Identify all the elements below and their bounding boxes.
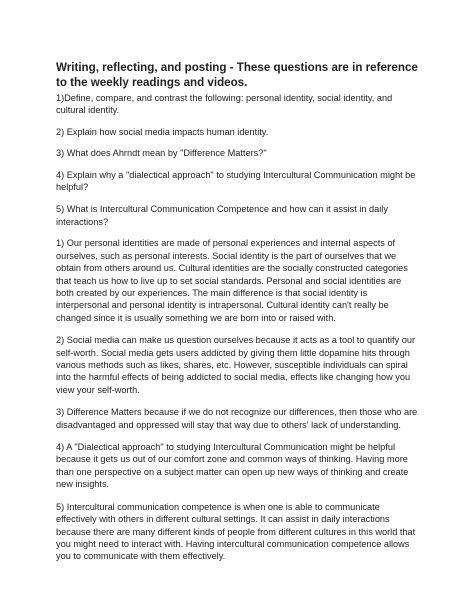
answer-1: 1) Our personal identities are made of personal experiences and internal aspects of ourselves, such as personal interests. Social identity is the part of ourselves that we obtain from others around us. Cultural identities are the socially constructed categories that teach us how to live up to set social standards. Personal and social identities are both created by our experiences. The main difference is that social identity is interpersonal and personal identity is intrapersonal. Cultural identity can't really be changed since it is usually something we are born into or raised with. (56, 238, 408, 323)
question-1: 1)Define, compare, and contrast the following: personal identity, social identity, and cultural identity. (56, 93, 393, 116)
document-title: Writing, reflecting, and posting - These questions are in reference to the weekly readings and videos. (56, 61, 418, 89)
answer-2: 2) Social media can make us question ourselves because it acts as a tool to quantify our self-worth. Social media gets users addicted by giving them little dopamine hits through various methods such as likes, shares, etc. However, susceptible individuals can spiral into the harmful effects of being addicted to social media, effects like changing how you view your self-worth. (56, 335, 416, 395)
question-3: 3) What does Ahrndt mean by "Difference Matters?" (56, 148, 267, 159)
answer-5: 5) Intercultural communication competence is when one is able to communicate effectively with others in different cultural settings. It can assist in daily interactions because there are many different kinds of people from different cultures in this world that you might need to interact with. Having intercultural communication competence allows you to communicate with them effectively. (56, 501, 416, 562)
question-4: 4) Explain why a "dialectical approach" to studying Intercultural Communication might be helpful? (56, 170, 416, 193)
answer-3: 3) Difference Matters because if we do not recognize our differences, then those who are disadvantaged and oppressed will stay that way due to others' lack of understanding. (56, 407, 418, 430)
answer-4: 4) A "Dialectical approach" to studying Intercultural Communication might be helpful because it gets us out of our comfort zone and common ways of thinking. Having more than one perspective on a subject matter can open up new ways of thinking and create new insights. (56, 442, 409, 490)
question-5: 5) What is Intercultural Communication Competence and how can it assist in daily interactions? (56, 204, 388, 227)
question-2: 2) Explain how social media impacts human identity. (56, 126, 269, 137)
